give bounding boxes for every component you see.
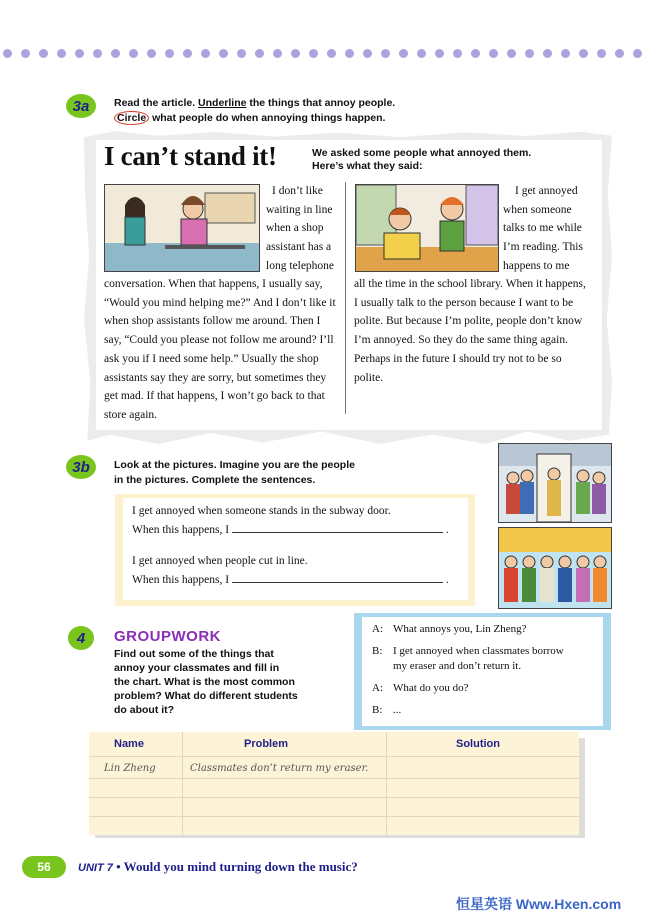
dialog-line: my eraser and don’t return it. xyxy=(393,660,522,672)
library-illustration xyxy=(355,184,499,272)
dot xyxy=(3,49,12,58)
section-badge-3a: 3a xyxy=(66,94,96,118)
instr-line: Find out some of the things that xyxy=(114,648,274,660)
page-number: 56 xyxy=(22,856,66,878)
dot xyxy=(165,49,174,58)
table-rule xyxy=(89,797,579,798)
dialog-speaker: A: xyxy=(372,623,383,635)
dot xyxy=(93,49,102,58)
left-article-body: conversation. When that happens, I usually say, “Would you mind helping me?” And I don’t like it when shop assistants follow me around. Then I say, “Could you please not follow me around? I’ll ask you if I need some help.” Usually the shop assistants say they are sorry, but sometimes they get mad. If that happens, I won’t go back to that store again. xyxy=(104,278,336,421)
dot xyxy=(39,49,48,58)
header-name: Name xyxy=(114,738,144,750)
article-line: long telephone xyxy=(266,259,335,272)
dot xyxy=(219,49,228,58)
answer-blank-2[interactable] xyxy=(232,572,443,583)
instr-line: problem? What do different students xyxy=(114,690,298,702)
unit-title: Would you mind turning down the music? xyxy=(123,859,358,874)
sentence-stem: When this happens, I xyxy=(132,574,230,586)
watermark: 恒星英语 Www.Hxen.com xyxy=(456,896,622,912)
dot xyxy=(345,49,354,58)
table-rule xyxy=(89,756,579,757)
dot xyxy=(471,49,480,58)
dot xyxy=(507,49,516,58)
dot xyxy=(561,49,570,58)
dot xyxy=(75,49,84,58)
sentence-2 xyxy=(132,522,449,538)
dot xyxy=(597,49,606,58)
library-scene-icon xyxy=(356,185,498,271)
left-article-top xyxy=(266,182,346,276)
cut-in-line-picture xyxy=(498,527,612,609)
cell-problem: Classmates don’t return my eraser. xyxy=(190,763,369,774)
dot xyxy=(21,49,30,58)
article-intro xyxy=(312,147,562,173)
dot xyxy=(201,49,210,58)
instr-line: in the pictures. Complete the sentences. xyxy=(114,474,316,486)
table-rule xyxy=(89,778,579,779)
article-line: when a shop xyxy=(266,222,324,235)
dot xyxy=(111,49,120,58)
dialog-speaker: A: xyxy=(372,682,383,694)
dot xyxy=(615,49,624,58)
instr-text: the things that annoy people. xyxy=(246,97,396,109)
dot xyxy=(363,49,372,58)
underline-word: Underline xyxy=(198,97,247,109)
article-line: I get annoyed xyxy=(515,185,578,197)
dialog-line: ... xyxy=(393,704,402,716)
footer-title xyxy=(78,859,358,875)
dot xyxy=(273,49,282,58)
dot xyxy=(543,49,552,58)
section-badge-4: 4 xyxy=(68,626,94,650)
queue-scene-icon xyxy=(499,528,611,608)
intro-line: We asked some people what annoyed them. xyxy=(312,147,532,159)
dot xyxy=(327,49,336,58)
dot xyxy=(129,49,138,58)
instructions-3b xyxy=(114,458,355,488)
article-line: when someone xyxy=(503,203,572,216)
dialog-line: I get annoyed when classmates borrow xyxy=(393,645,564,657)
dot xyxy=(291,49,300,58)
right-article-body: all the time in the school library. When it happens, I usually talk to the person because I want to be polite. But because I’m polite, people don’t know I’m annoyed. So they do the same thing again. Perhaps in the future I should try not to be so polite. xyxy=(354,278,586,384)
groupwork-heading: GROUPWORK xyxy=(114,628,221,645)
answer-blank-1[interactable] xyxy=(232,522,443,533)
circle-word: Circle xyxy=(114,111,149,125)
dialog-line: What annoys you, Lin Zheng? xyxy=(393,623,527,635)
instr-line: do about it? xyxy=(114,704,175,716)
dot xyxy=(399,49,408,58)
dialog-speaker: B: xyxy=(372,645,383,657)
dot xyxy=(435,49,444,58)
table-column-rule xyxy=(386,732,387,835)
header-solution: Solution xyxy=(456,738,500,750)
section-badge-3b: 3b xyxy=(66,455,96,479)
dot xyxy=(453,49,462,58)
article-line: assistant has a xyxy=(266,241,332,254)
dot xyxy=(57,49,66,58)
dot xyxy=(417,49,426,58)
instr-line: annoy your classmates and fill in xyxy=(114,662,280,674)
header-problem: Problem xyxy=(244,738,289,750)
sentence-3: I get annoyed when people cut in line. xyxy=(132,555,308,567)
article-line: I don’t like xyxy=(272,185,323,197)
dot xyxy=(309,49,318,58)
right-article-top xyxy=(503,182,593,276)
article-line: happens to me xyxy=(503,259,570,272)
instr-text: what people do when annoying things happen. xyxy=(149,112,386,124)
shop-illustration xyxy=(104,184,260,272)
instr-text: Read the article. xyxy=(114,97,199,109)
sentence-4 xyxy=(132,572,449,588)
intro-line: Here’s what they said: xyxy=(312,160,423,172)
unit-label: UNIT 7 xyxy=(78,862,113,874)
period: . xyxy=(445,524,449,536)
instructions-3a xyxy=(114,96,395,126)
dot xyxy=(525,49,534,58)
dot xyxy=(579,49,588,58)
column-divider xyxy=(345,182,346,414)
subway-door-picture xyxy=(498,443,612,523)
dot xyxy=(633,49,642,58)
subway-scene-icon xyxy=(499,444,611,522)
survey-table xyxy=(89,732,579,835)
table-rule xyxy=(89,816,579,817)
dialog-line: What do you do? xyxy=(393,682,469,694)
dot xyxy=(147,49,156,58)
bullet: • xyxy=(116,859,121,874)
cell-name: Lin Zheng xyxy=(104,763,156,774)
dot xyxy=(237,49,246,58)
instr-line: Look at the pictures. Imagine you are the people xyxy=(114,459,355,471)
instructions-4 xyxy=(114,647,298,717)
shop-scene-icon xyxy=(105,185,259,271)
period: . xyxy=(445,574,449,586)
sentence-stem: When this happens, I xyxy=(132,524,230,536)
dot xyxy=(381,49,390,58)
sentence-1: I get annoyed when someone stands in the subway door. xyxy=(132,505,391,517)
dot xyxy=(489,49,498,58)
article-line: talks to me while xyxy=(503,222,582,235)
article-line: waiting in line xyxy=(266,203,333,216)
dot xyxy=(183,49,192,58)
dialog-speaker: B: xyxy=(372,704,383,716)
article-title: I can’t stand it! xyxy=(104,141,277,171)
dot xyxy=(255,49,264,58)
table-column-rule xyxy=(182,732,183,835)
dotted-rule xyxy=(0,49,650,61)
article-line: I’m reading. This xyxy=(503,241,583,254)
instr-line: the chart. What is the most common xyxy=(114,676,295,688)
